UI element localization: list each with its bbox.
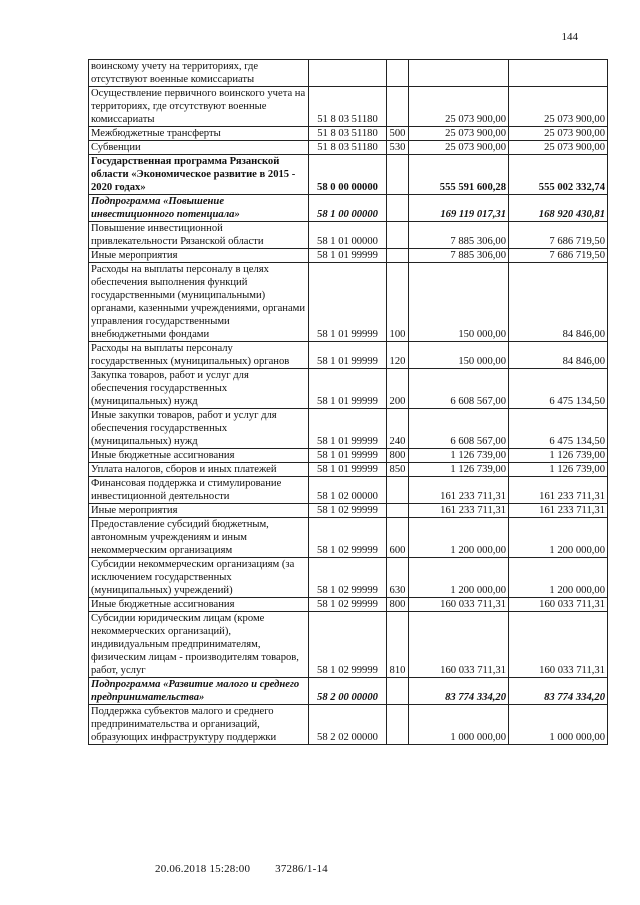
row-expense-type-cell: 850 xyxy=(387,463,409,477)
row-expense-type-cell: 500 xyxy=(387,127,409,141)
row-expense-type-cell xyxy=(387,87,409,127)
row-expense-type-cell xyxy=(387,504,409,518)
row-amount-2019-cell: 161 233 711,31 xyxy=(409,504,509,518)
footer-timestamp: 20.06.2018 15:28:00 xyxy=(155,863,251,875)
row-name-cell: Подпрограмма «Развитие малого и среднего предпринимательства» xyxy=(89,678,309,705)
row-name-cell: Субсидии юридическим лицам (кроме некоммерческих организаций), индивидуальным предпринимателям, физическим лицам - производителям товаров, работ, услуг xyxy=(89,612,309,678)
row-code-cell: 58 1 01 99999 xyxy=(309,249,387,263)
row-code-cell: 58 1 00 00000 xyxy=(309,195,387,222)
row-code-cell: 58 1 02 00000 xyxy=(309,477,387,504)
row-amount-2019-cell: 160 033 711,31 xyxy=(409,612,509,678)
table-row xyxy=(89,449,608,463)
row-name-cell: Иные бюджетные ассигнования xyxy=(89,449,309,463)
row-expense-type-cell xyxy=(387,477,409,504)
row-name-cell: Подпрограмма «Повышение инвестиционного потенциала» xyxy=(89,195,309,222)
row-code-cell: 58 1 01 99999 xyxy=(309,369,387,409)
subprogram-row xyxy=(89,195,608,222)
row-name-cell: Иные мероприятия xyxy=(89,504,309,518)
row-expense-type-cell xyxy=(387,155,409,195)
row-amount-2019-cell: 25 073 900,00 xyxy=(409,141,509,155)
row-expense-type-cell xyxy=(387,678,409,705)
row-expense-type-cell: 530 xyxy=(387,141,409,155)
row-amount-2019-cell: 25 073 900,00 xyxy=(409,87,509,127)
table-row xyxy=(89,612,608,678)
row-amount-2020-cell: 83 774 334,20 xyxy=(509,678,608,705)
row-name-cell: Иные бюджетные ассигнования xyxy=(89,598,309,612)
table-row xyxy=(89,222,608,249)
row-amount-2019-cell: 83 774 334,20 xyxy=(409,678,509,705)
row-name-cell: Межбюджетные трансферты xyxy=(89,127,309,141)
row-expense-type-cell: 810 xyxy=(387,612,409,678)
table-row xyxy=(89,369,608,409)
row-amount-2019-cell: 6 608 567,00 xyxy=(409,409,509,449)
row-expense-type-cell: 240 xyxy=(387,409,409,449)
row-expense-type-cell xyxy=(387,249,409,263)
row-name-cell: воинскому учету на территориях, где отсутствуют военные комиссариаты xyxy=(89,60,309,87)
table-row xyxy=(89,504,608,518)
row-code-cell: 51 8 03 51180 xyxy=(309,127,387,141)
row-expense-type-cell: 600 xyxy=(387,518,409,558)
row-amount-2020-cell: 1 000 000,00 xyxy=(509,705,608,745)
row-amount-2019-cell: 150 000,00 xyxy=(409,342,509,369)
row-amount-2019-cell: 555 591 600,28 xyxy=(409,155,509,195)
row-amount-2020-cell: 84 846,00 xyxy=(509,263,608,342)
table-row xyxy=(89,249,608,263)
row-code-cell: 58 1 02 99999 xyxy=(309,504,387,518)
row-amount-2020-cell: 1 126 739,00 xyxy=(509,449,608,463)
row-expense-type-cell: 630 xyxy=(387,558,409,598)
row-amount-2019-cell: 6 608 567,00 xyxy=(409,369,509,409)
row-code-cell: 58 1 01 99999 xyxy=(309,409,387,449)
row-expense-type-cell: 200 xyxy=(387,369,409,409)
table-row xyxy=(89,598,608,612)
row-amount-2019-cell: 25 073 900,00 xyxy=(409,127,509,141)
row-expense-type-cell xyxy=(387,60,409,87)
row-name-cell: Расходы на выплаты персоналу государственных (муниципальных) органов xyxy=(89,342,309,369)
row-code-cell xyxy=(309,60,387,87)
table-row xyxy=(89,705,608,745)
row-amount-2019-cell: 7 885 306,00 xyxy=(409,222,509,249)
row-expense-type-cell: 800 xyxy=(387,598,409,612)
table-row xyxy=(89,342,608,369)
row-name-cell: Иные закупки товаров, работ и услуг для обеспечения государственных (муниципальных) нужд xyxy=(89,409,309,449)
table-row xyxy=(89,60,608,87)
row-amount-2020-cell: 1 200 000,00 xyxy=(509,518,608,558)
row-code-cell: 58 1 02 99999 xyxy=(309,598,387,612)
row-amount-2019-cell: 1 126 739,00 xyxy=(409,463,509,477)
row-expense-type-cell: 800 xyxy=(387,449,409,463)
row-name-cell: Осуществление первичного воинского учета на территориях, где отсутствуют военные комиссариаты xyxy=(89,87,309,127)
row-amount-2019-cell: 150 000,00 xyxy=(409,263,509,342)
row-amount-2020-cell: 7 686 719,50 xyxy=(509,222,608,249)
row-name-cell: Субсидии некоммерческим организациям (за исключением государственных (муниципальных) учреждений) xyxy=(89,558,309,598)
row-amount-2020-cell: 7 686 719,50 xyxy=(509,249,608,263)
table-row xyxy=(89,409,608,449)
row-name-cell: Уплата налогов, сборов и иных платежей xyxy=(89,463,309,477)
row-name-cell: Субвенции xyxy=(89,141,309,155)
page-number: 144 xyxy=(561,31,578,43)
table-row xyxy=(89,127,608,141)
row-amount-2020-cell: 25 073 900,00 xyxy=(509,141,608,155)
row-code-cell: 58 1 02 99999 xyxy=(309,518,387,558)
row-code-cell: 58 1 02 99999 xyxy=(309,612,387,678)
table-row xyxy=(89,463,608,477)
table-row xyxy=(89,87,608,127)
row-name-cell: Иные мероприятия xyxy=(89,249,309,263)
row-code-cell: 58 1 01 99999 xyxy=(309,463,387,477)
budget-table xyxy=(88,59,608,745)
row-name-cell: Государственная программа Рязанской области «Экономическое развитие в 2015 - 2020 годах» xyxy=(89,155,309,195)
row-amount-2020-cell: 160 033 711,31 xyxy=(509,612,608,678)
row-expense-type-cell xyxy=(387,195,409,222)
row-code-cell: 58 1 01 99999 xyxy=(309,342,387,369)
row-amount-2020-cell: 1 126 739,00 xyxy=(509,463,608,477)
row-code-cell: 58 0 00 00000 xyxy=(309,155,387,195)
row-amount-2019-cell: 160 033 711,31 xyxy=(409,598,509,612)
row-amount-2019-cell: 1 126 739,00 xyxy=(409,449,509,463)
row-code-cell: 58 2 00 00000 xyxy=(309,678,387,705)
row-code-cell: 58 1 02 99999 xyxy=(309,558,387,598)
row-amount-2020-cell: 161 233 711,31 xyxy=(509,477,608,504)
row-code-cell: 51 8 03 51180 xyxy=(309,141,387,155)
row-code-cell: 58 1 01 00000 xyxy=(309,222,387,249)
row-amount-2020-cell: 25 073 900,00 xyxy=(509,87,608,127)
subprogram-row xyxy=(89,678,608,705)
row-code-cell: 58 2 02 00000 xyxy=(309,705,387,745)
row-amount-2020-cell xyxy=(509,60,608,87)
row-amount-2019-cell: 1 200 000,00 xyxy=(409,518,509,558)
row-name-cell: Финансовая поддержка и стимулирование инвестиционной деятельности xyxy=(89,477,309,504)
row-expense-type-cell xyxy=(387,222,409,249)
row-name-cell: Расходы на выплаты персоналу в целях обеспечения выполнения функций государственными (муниципальными) органами, казенными учреждениями, органами управления государственными внебюджетными фондами xyxy=(89,263,309,342)
row-amount-2019-cell: 7 885 306,00 xyxy=(409,249,509,263)
row-amount-2019-cell xyxy=(409,60,509,87)
row-name-cell: Поддержка субъектов малого и среднего предпринимательства и организаций, образующих инфраструктуру поддержки xyxy=(89,705,309,745)
row-amount-2020-cell: 25 073 900,00 xyxy=(509,127,608,141)
row-amount-2020-cell: 84 846,00 xyxy=(509,342,608,369)
footer-doc-id: 37286/1-14 xyxy=(275,863,328,875)
row-expense-type-cell: 100 xyxy=(387,263,409,342)
row-expense-type-cell xyxy=(387,705,409,745)
table-row xyxy=(89,263,608,342)
row-amount-2019-cell: 161 233 711,31 xyxy=(409,477,509,504)
table-row xyxy=(89,518,608,558)
table-row xyxy=(89,477,608,504)
row-amount-2019-cell: 169 119 017,31 xyxy=(409,195,509,222)
row-amount-2020-cell: 6 475 134,50 xyxy=(509,369,608,409)
row-code-cell: 58 1 01 99999 xyxy=(309,263,387,342)
row-name-cell: Закупка товаров, работ и услуг для обеспечения государственных (муниципальных) нужд xyxy=(89,369,309,409)
row-amount-2020-cell: 168 920 430,81 xyxy=(509,195,608,222)
row-amount-2019-cell: 1 000 000,00 xyxy=(409,705,509,745)
row-amount-2020-cell: 1 200 000,00 xyxy=(509,558,608,598)
row-expense-type-cell: 120 xyxy=(387,342,409,369)
table-row xyxy=(89,558,608,598)
footer xyxy=(155,863,350,875)
row-name-cell: Повышение инвестиционной привлекательности Рязанской области xyxy=(89,222,309,249)
row-amount-2020-cell: 161 233 711,31 xyxy=(509,504,608,518)
row-amount-2019-cell: 1 200 000,00 xyxy=(409,558,509,598)
table-row xyxy=(89,141,608,155)
row-code-cell: 58 1 01 99999 xyxy=(309,449,387,463)
row-code-cell: 51 8 03 51180 xyxy=(309,87,387,127)
row-name-cell: Предоставление субсидий бюджетным, автономным учреждениям и иным некоммерческим организациям xyxy=(89,518,309,558)
row-amount-2020-cell: 555 002 332,74 xyxy=(509,155,608,195)
row-amount-2020-cell: 160 033 711,31 xyxy=(509,598,608,612)
program-row xyxy=(89,155,608,195)
row-amount-2020-cell: 6 475 134,50 xyxy=(509,409,608,449)
